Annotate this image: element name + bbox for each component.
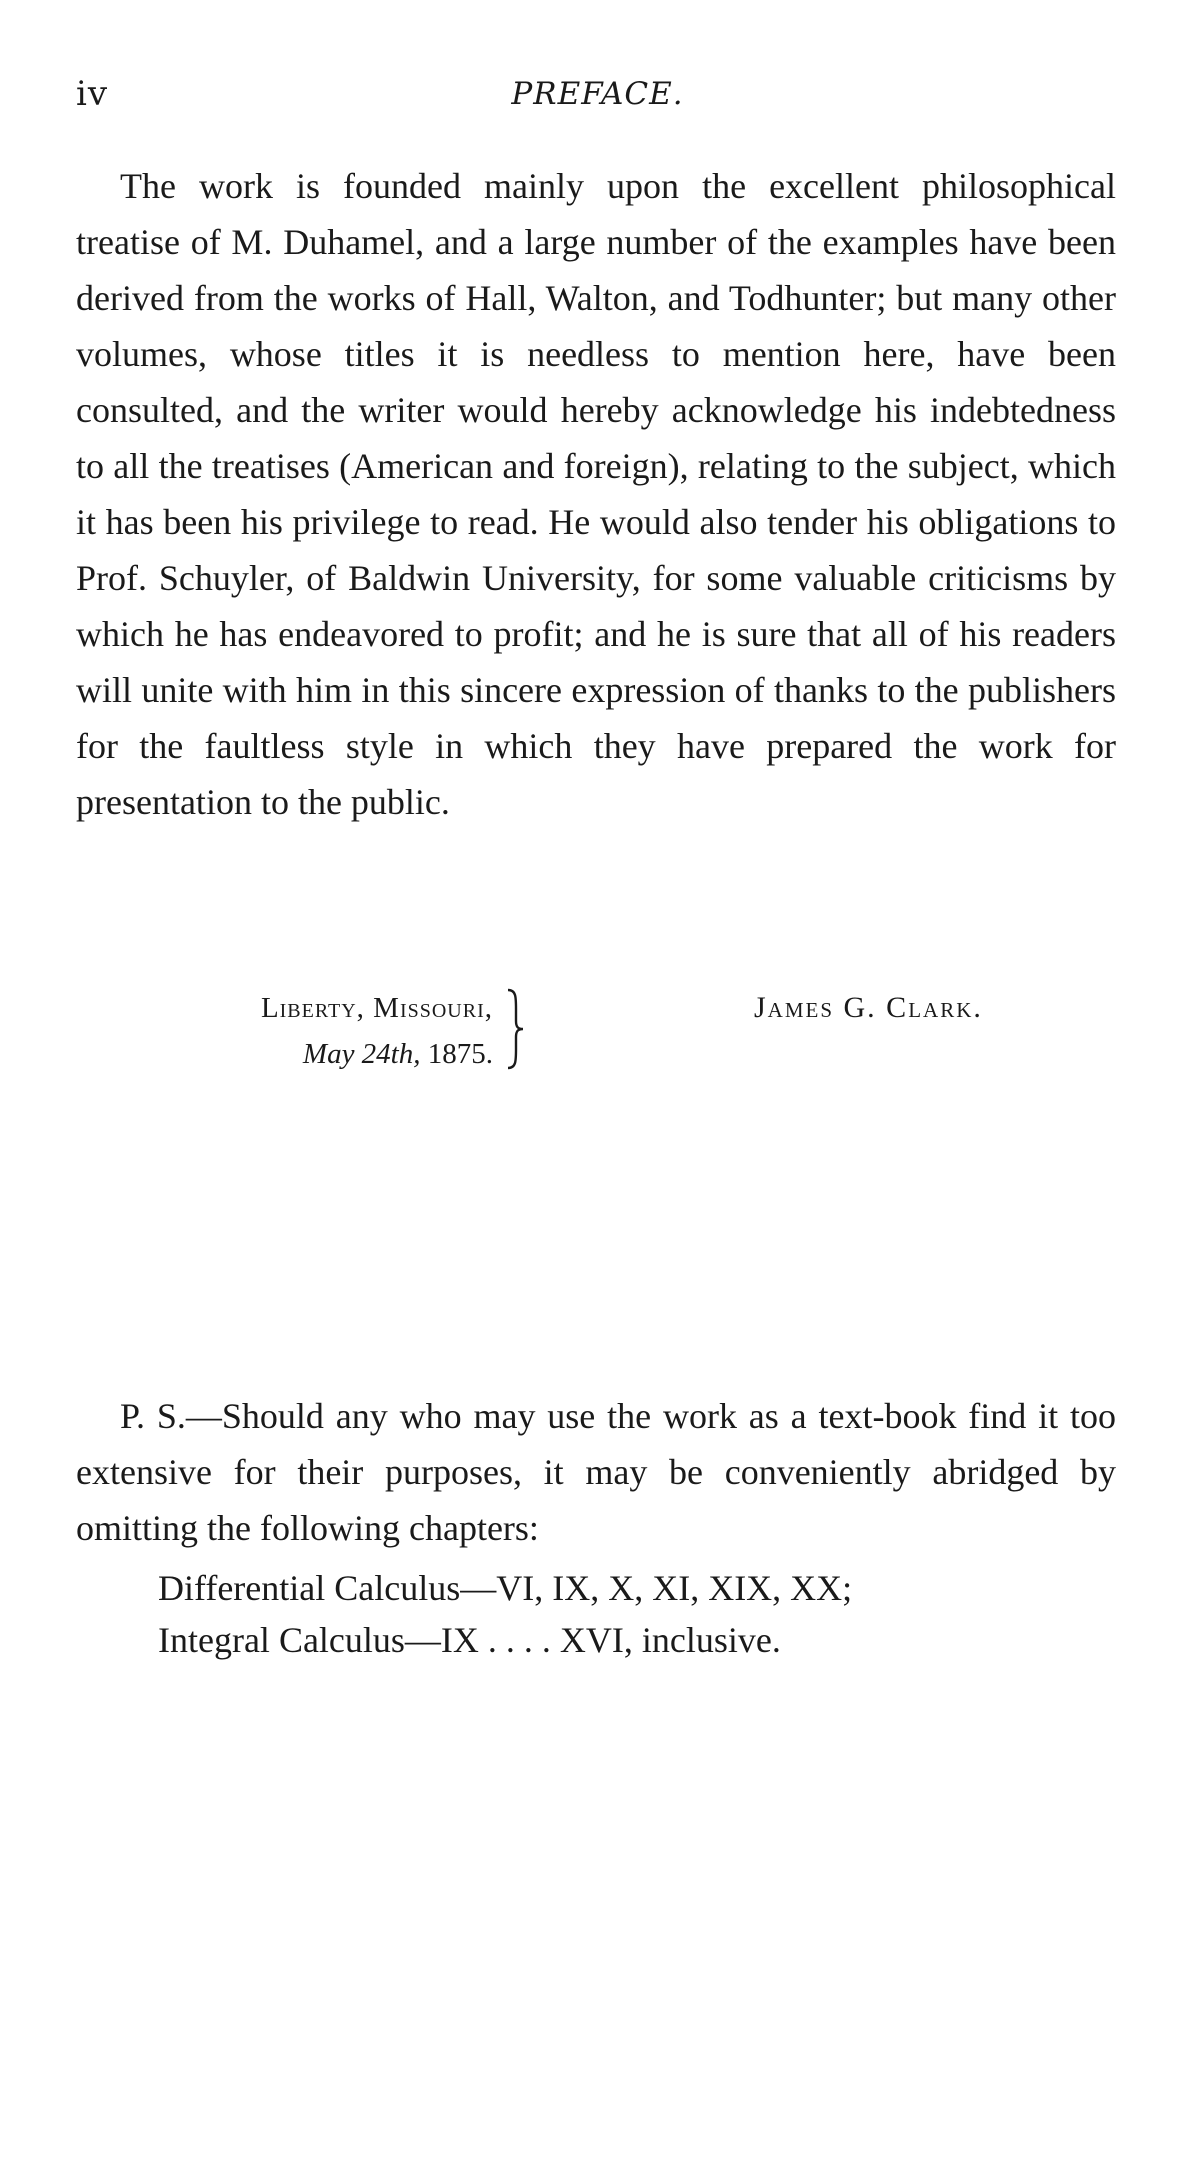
signature-block (76, 985, 1116, 1095)
chapter-list (158, 1562, 852, 1666)
place-date (110, 985, 493, 1077)
chapter-line-differential: Differential Calculus—VI, IX, X, XI, XIX, XX; (158, 1568, 853, 1608)
place-line: Liberty, Missouri, (260, 992, 493, 1024)
brace-icon (504, 987, 526, 1071)
postscript-paragraph: P. S.—Should any who may use the work as a text-book find it too extensive for their purposes, it may be conveniently abridged by omitting the following chapters: (76, 1396, 1116, 1548)
date-year: 1875. (427, 1038, 493, 1070)
date-line (110, 1031, 493, 1077)
date-italic: May 24th, (302, 1038, 421, 1070)
author-name: James G. Clark. (754, 991, 983, 1024)
page-number: iv (76, 74, 109, 114)
preface-paragraph: The work is founded mainly upon the excellent philosophical treatise of M. Duhamel, and a large number of the examples have been derived from the works of Hall, Walton, and Todhunter; but many other volumes, whose titles it is needless to mention here, have been consulted, and the writer would hereby acknowledge his indebtedness to all the treatises (American and foreign), relating to the subject, which it has been his privilege to read. He would also tender his obligations to Prof. Schuyler, of Baldwin University, for some valuable criticisms by which he has endeavored to profit; and he is sure that all of his readers will unite with him in this sincere expression of thanks to the publishers for the faultless style in which they have prepared the work for presentation to the public. (76, 166, 1116, 822)
running-head: PREFACE. (511, 76, 684, 112)
chapter-line-integral: Integral Calculus—IX . . . . XVI, inclusive. (158, 1620, 781, 1660)
